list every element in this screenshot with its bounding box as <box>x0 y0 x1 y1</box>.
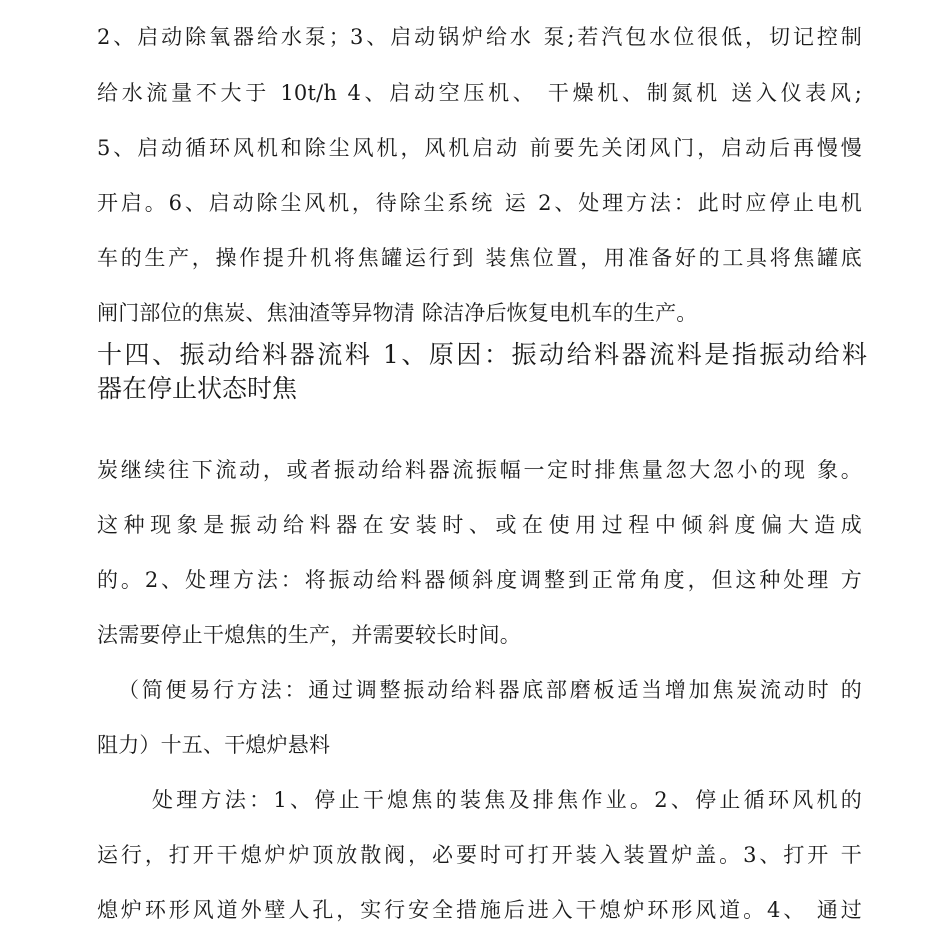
text-line: 阻力）十五、干熄炉悬料 <box>97 733 331 757</box>
text-line: 2、启动除氧器给水泵；3、启动锅炉给水 泵;若汽包水位很低，切记控制 <box>97 25 862 49</box>
text-line: 炭继续往下流动，或者振动给料器流振幅一定时排焦量忽大忽小的现 象。 <box>97 458 862 482</box>
text-line: 闸门部位的焦炭、焦油渣等异物清 除洁净后恢复电机车的生产。 <box>97 301 698 325</box>
text-line: 给水流量不大于 10t/h 4、启动空压机、 干燥机、制氮机 送入仪表风; <box>97 81 862 105</box>
text-line: 车的生产，操作提升机将焦罐运行到 装焦位置，用准备好的工具将焦罐底 <box>97 246 862 270</box>
section-heading: 十四、振动给料器流料 1、原因：振动给料器流料是指振动给料 <box>97 340 867 369</box>
text-line: 法需要停止干熄焦的生产，并需要较长时间。 <box>97 623 521 647</box>
text-line: 熄炉环形风道外壁人孔，实行安全措施后进入干熄炉环形风道。4、 通过 <box>97 898 862 922</box>
text-line: 这种现象是振动给料器在安装时、或在使用过程中倾斜度偏大造成 <box>97 513 862 537</box>
text-line: 开启。6、启动除尘风机，待除尘系统 运 2、处理方法：此时应停止电机 <box>97 191 862 215</box>
section-heading: 器在停止状态时焦 <box>97 374 298 403</box>
text-line: 的。2、处理方法：将振动给料器倾斜度调整到正常角度，但这种处理 方 <box>97 568 862 592</box>
text-line: （简便易行方法：通过调整振动给料器底部磨板适当增加焦炭流动时 的 <box>118 678 862 702</box>
text-line: 运行，打开干熄炉炉顶放散阀，必要时可打开装入装置炉盖。3、打开 干 <box>97 843 862 867</box>
text-line: 5、启动循环风机和除尘风机，风机启动 前要先关闭风门，启动后再慢慢 <box>97 136 862 160</box>
text-line: 处理方法：1、停止干熄焦的装焦及排焦作业。2、停止循环风机的 <box>152 788 862 812</box>
